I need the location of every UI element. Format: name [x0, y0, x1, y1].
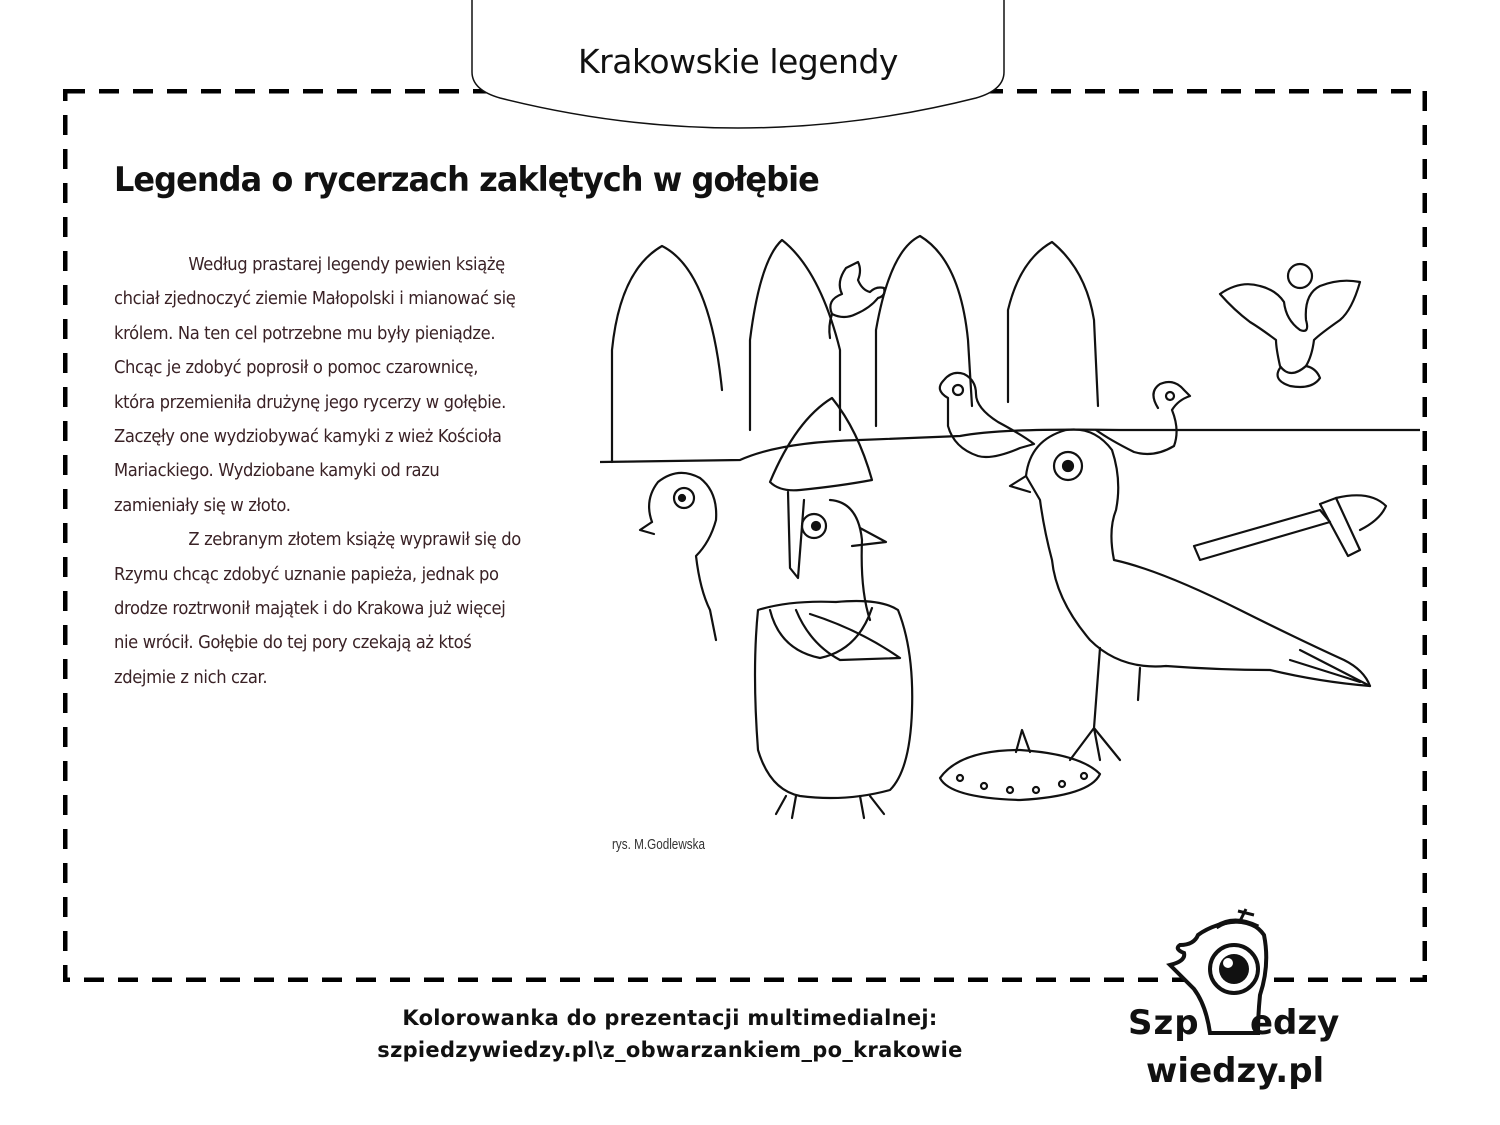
story-line: zamieniały się w złoto.: [114, 495, 291, 516]
illustration-signature: rys. M.Godlewska: [612, 836, 705, 853]
footer-url: szpiedzywiedzy.pl\z_obwarzankiem_po_krakowie: [377, 1038, 963, 1062]
footer-line-1: Kolorowanka do prezentacji multimedialnej:: [402, 1006, 938, 1030]
logo-text-wiedzy: wiedzy.pl: [1146, 1051, 1325, 1091]
pigeon-back-right-icon: [1096, 382, 1190, 454]
footer-note: [300, 1002, 1040, 1066]
story-line: Rzymu chcąc zdobyć uznanie papieża, jednak po: [114, 564, 499, 585]
story-line: Chcąc je zdobyć poprosił o pomoc czarownicę,: [114, 358, 479, 379]
gothic-arches-icon: [612, 236, 1098, 462]
shield-icon: [940, 730, 1100, 800]
pigeon-foreground-icon: [1010, 429, 1370, 760]
knight-pigeon-icon: [755, 398, 912, 818]
story-line: zdejmie z nich czar.: [114, 667, 268, 688]
logo-text-szp: Szp: [1128, 1003, 1200, 1043]
story-line: która przemieniła drużynę jego rycerzy w gołębie.: [114, 392, 506, 413]
pigeon-back-left-icon: [940, 373, 1034, 457]
story-line: Według prastarej legendy pewien książę: [188, 255, 505, 275]
story-text: [114, 248, 584, 695]
story-line: królem. Na ten cel potrzebne mu były pieniądze.: [114, 323, 496, 344]
story-line: chciał zjednoczyć ziemie Małopolski i mianować się: [114, 289, 516, 310]
story-line: Z zebranym złotem książę wyprawił się do: [188, 530, 521, 551]
szpiedzy-wiedzy-logo: [1110, 905, 1350, 1105]
story-line: drodze roztrwonił majątek i do Krakowa już więcej: [114, 599, 506, 620]
logo-text-edzy: edzy: [1250, 1003, 1340, 1043]
flying-pigeon-right-icon: [1220, 264, 1360, 387]
sword-icon: [1194, 495, 1386, 560]
story-line: Zaczęły one wydziobywać kamyki z wież Kościoła: [114, 427, 502, 448]
story-line: Mariackiego. Wydziobane kamyki od razu: [114, 461, 440, 482]
page-title: Legenda o rycerzach zaklętych w gołębie: [114, 160, 819, 200]
story-line: nie wrócił. Gołębie do tej pory czekają aż ktoś: [114, 633, 472, 654]
header-tab: [470, 0, 1006, 134]
header-title: Krakowskie legendy: [578, 42, 898, 81]
coloring-illustration: [600, 230, 1420, 870]
